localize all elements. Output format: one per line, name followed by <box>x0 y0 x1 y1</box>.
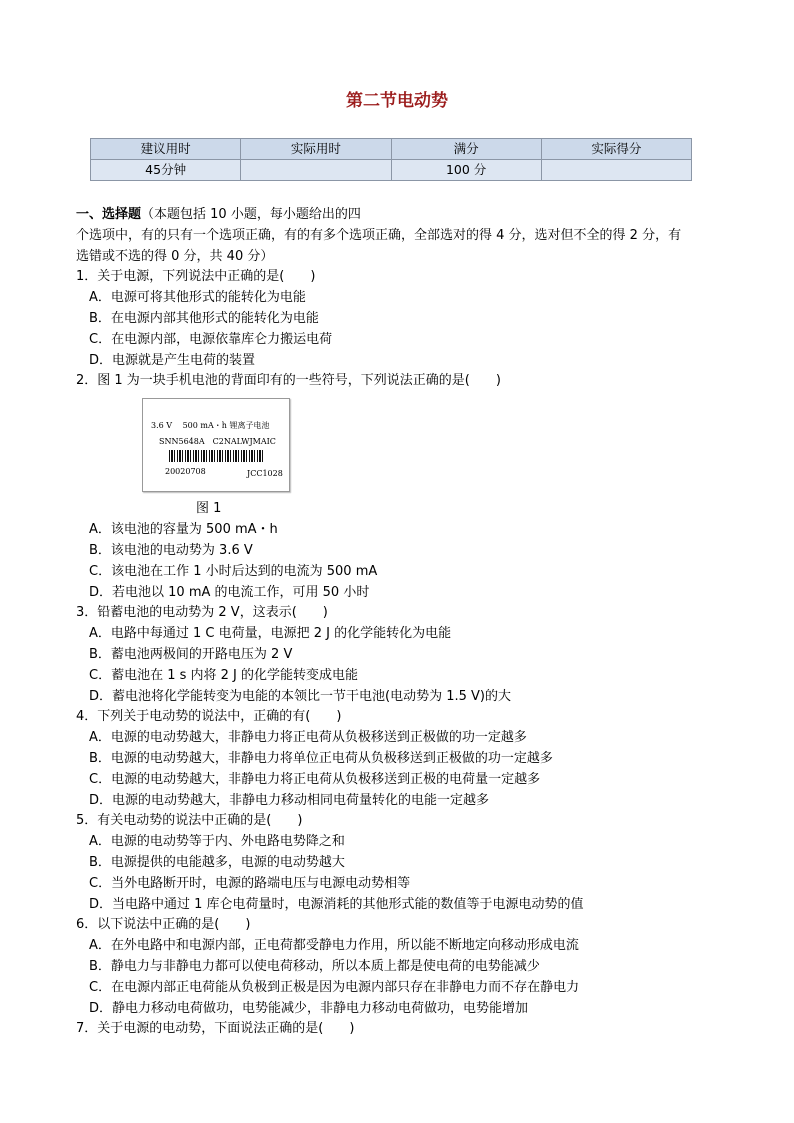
question-option: B．蓄电池两极间的开路电压为 2 V <box>89 646 293 662</box>
question-option: D．若电池以 10 mA 的电流工作，可用 50 小时 <box>89 584 370 600</box>
score-value-full-score: 100 分 <box>391 160 541 181</box>
question-option: C．该电池在工作 1 小时后达到的电流为 500 mA <box>89 563 378 579</box>
barcode-image <box>169 450 265 462</box>
question-stem: 4．下列关于电动势的说法中，正确的有( ) <box>76 709 342 725</box>
section-heading: 一、选择题 <box>76 207 142 222</box>
question-option: A．电路中每通过 1 C 电荷量，电源把 2 J 的化学能转化为电能 <box>89 626 452 642</box>
question-option: D．静电力移动电荷做功，电势能减少，非静电力移动电荷做功，电势能增加 <box>89 1000 529 1016</box>
question-option: C．电源的电动势越大，非静电力将正电荷从负极移送到正极的电荷量一定越多 <box>89 771 541 787</box>
figure-caption: 图 1 <box>196 501 222 517</box>
figure-line-4: JCC1028 <box>247 469 283 479</box>
question-option: D．电源的电动势越大，非静电力移动相同电荷量转化的电能一定越多 <box>89 792 490 808</box>
question-option: D．当电路中通过 1 库仑电荷量时，电源消耗的其他形式能的数值等于电源电动势的值 <box>89 896 584 912</box>
question-option: B．静电力与非静电力都可以使电荷移动，所以本质上都是使电荷的电势能减少 <box>89 958 540 974</box>
question-option: B．电源提供的电能越多，电源的电动势越大 <box>89 854 345 870</box>
question-stem: 3．铅蓄电池的电动势为 2 V，这表示( ) <box>76 605 328 621</box>
question-body <box>76 205 736 1040</box>
score-value-actual-time <box>241 160 391 181</box>
question-option: A．电源的电动势等于内、外电路电势降之和 <box>89 834 345 850</box>
section-intro-3: 选错或不选的得 0 分，共 40 分） <box>76 248 274 264</box>
question-stem: 5．有关电动势的说法中正确的是( ) <box>76 813 303 829</box>
score-table-value-row <box>91 160 692 181</box>
score-header-actual-score: 实际得分 <box>541 139 691 160</box>
question-stem: 1．关于电源，下列说法中正确的是( ) <box>76 269 316 285</box>
score-header-suggested-time: 建议用时 <box>91 139 241 160</box>
question-option: B．该电池的电动势为 3.6 V <box>89 542 253 558</box>
score-table <box>90 138 692 181</box>
section-intro-2: 个选项中，有的只有一个选项正确，有的有多个选项正确，全部选对的得 4 分，选对但不全的得 2 分，有 <box>76 227 682 243</box>
question-stem: 6．以下说法中正确的是( ) <box>76 917 251 933</box>
question-stem: 7．关于电源的电动势，下面说法正确的是( ) <box>76 1021 355 1037</box>
question-option: C．在电源内部正电荷能从负极到正极是因为电源内部只存在非静电力而不存在静电力 <box>89 979 580 995</box>
question-option: A．电源可将其他形式的能转化为电能 <box>89 290 306 306</box>
question-option: C．当外电路断开时，电源的路端电压与电源电动势相等 <box>89 875 411 891</box>
score-header-full-score: 满分 <box>391 139 541 160</box>
question-option: D．电源就是产生电荷的装置 <box>89 352 256 368</box>
question-option: B．电源的电动势越大，非静电力将单位正电荷从负极移送到正极做的功一定越多 <box>89 750 553 766</box>
question-option: B．在电源内部其他形式的能转化为电能 <box>89 310 319 326</box>
question-option: D．蓄电池将化学能转变为电能的本领比一节干电池(电动势为 1.5 V)的大 <box>89 688 511 704</box>
score-value-actual-score <box>541 160 691 181</box>
section-intro-1: （本题包括 10 小题，每小题给出的四 <box>141 207 361 222</box>
figure-line-3: 20020708 <box>165 467 206 477</box>
page-title: 第二节电动势 <box>346 91 448 111</box>
battery-label-figure <box>142 398 290 492</box>
section-intro-line <box>76 205 736 226</box>
question-option: A．电源的电动势越大，非静电力将正电荷从负极移送到正极做的功一定越多 <box>89 730 527 746</box>
question-option: C．蓄电池在 1 s 内将 2 J 的化学能转变成电能 <box>89 667 359 683</box>
question-stem: 2．图 1 为一块手机电池的背面印有的一些符号，下列说法正确的是( ) <box>76 373 501 389</box>
figure-line-2: SNN5648A C2NALWJMAIC <box>159 437 276 447</box>
figure-line-1: 3.6 V 500 mA・h 锂离子电池 <box>151 421 270 431</box>
score-value-suggested-time: 45分钟 <box>91 160 241 181</box>
question-option: A．在外电路中和电源内部，正电荷都受静电力作用，所以能不断地定向移动形成电流 <box>89 938 579 954</box>
score-table-header-row <box>91 139 692 160</box>
question-option: A．该电池的容量为 500 mA・h <box>89 522 278 538</box>
question-option: C．在电源内部，电源依靠库仑力搬运电荷 <box>89 331 333 347</box>
score-header-actual-time: 实际用时 <box>241 139 391 160</box>
